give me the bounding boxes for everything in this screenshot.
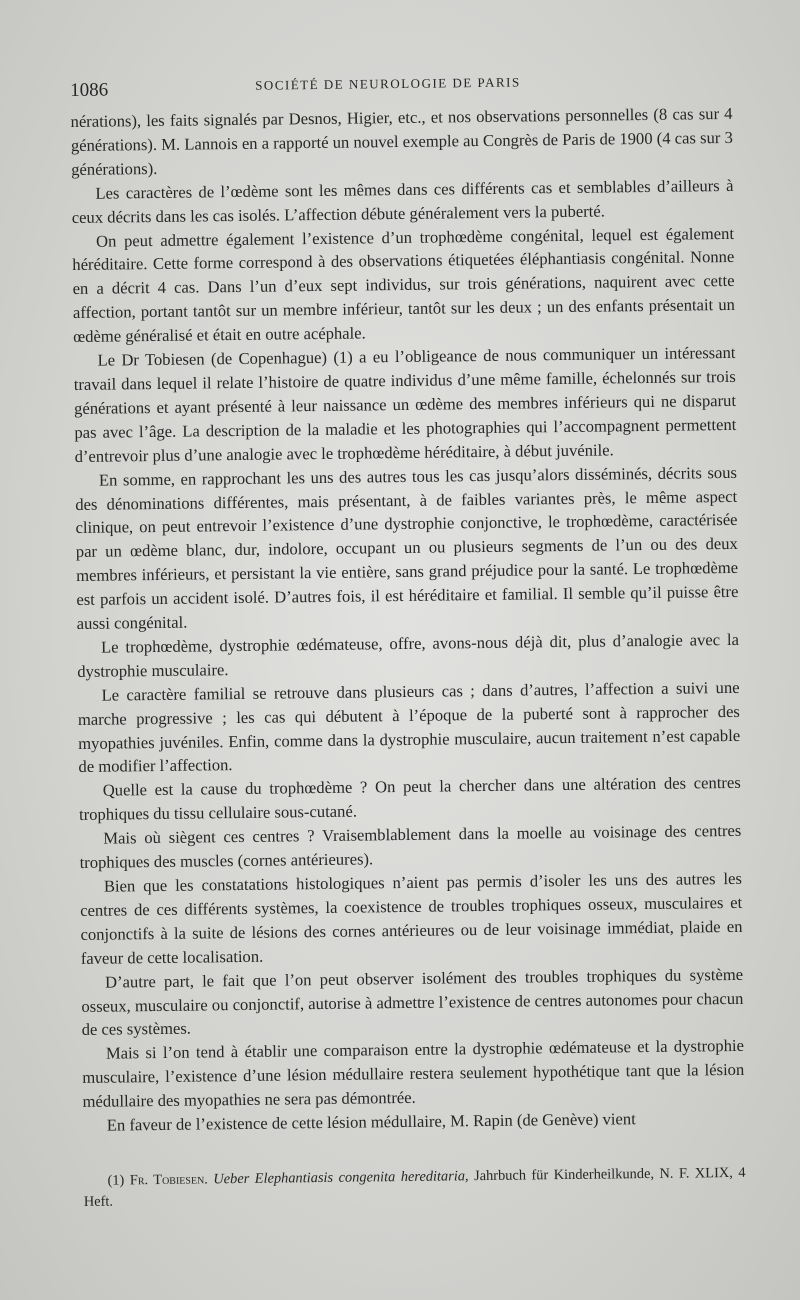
paragraph-7: Le caractère familial se retrouve dans plusieurs cas ; dans d’autres, l’affection a suivi une marche progressive ; les cas qui débutent à l’époque de la puberté sont à rapprocher des myopathies juvéniles. Enfin, comme dans la dystrophie musculaire, aucun traitement n’est capable de modifier l’affection.: [77, 677, 741, 777]
footnote-author: Fr. Tobiesen.: [129, 1171, 208, 1189]
paragraph-5: En somme, en rapprochant les uns des autres tous les cas jusqu’alors disséminés, décrits sous des dénominations différentes, mais présentant, à de faibles variantes près, le même aspect clinique, on peut entrevoir l’existence d’une dystrophie conjonctive, le trophœdème, caractérisée par un œdème blanc, dur, indolore, occupant un ou plusieurs segments de l’un ou des deux membres inférieurs, et persistant la vie entière, sans grand préjudice pour la santé. Le trophœdème est parfois un accident isolé. D’autres fois, il est héréditaire et familial. Il semble qu’il puisse être aussi congénital.: [75, 462, 739, 633]
footnote-marker: (1): [107, 1172, 130, 1189]
footnote-reference: Jahrbuch für Kinderheilkunde, N. F. XLIX, 4 Heft.: [83, 1164, 746, 1210]
running-title: SOCIÉTÉ DE NEUROLOGIE DE PARIS: [255, 74, 521, 93]
paragraph-13: En faveur de l’existence de cette lésion médullaire, M. Rapin (de Genève) vient: [106, 1109, 636, 1135]
paragraph-6: Le trophœdème, dystrophie œdémateuse, offre, avons-nous déjà dit, plus d’analogie avec la dystrophie musculaire.: [77, 629, 740, 681]
page-number: 1086: [70, 79, 109, 101]
paragraph-11: D’autre part, le fait que l’on peut observer isolément des troubles trophiques du système osseux, musculaire ou conjonctif, autorise à admettre l’existence de centres autonomes pour chacun de ces systèmes.: [81, 964, 744, 1040]
footnote: [83, 1163, 745, 1213]
footnote-title: Ueber Elephantiasis congenita hereditaria,: [207, 1168, 469, 1188]
paragraph-1: nérations), les faits signalés par Desnos, Higier, etc., et nos observations personnelles (8 cas sur 4 générations). M. Lannois en a rapporté un nouvel exemple au Congrès de Paris de 1900 (4 cas sur 3 générations).: [70, 103, 733, 179]
paragraph-3: On peut admettre également l’existence d’un trophœdème congénital, lequel est également héréditaire. Cette forme correspond à des observations étiquetées éléphantiasis congénital. Nonne en a décrit 4 cas. Dans l’un d’eux sept individus, sur trois générations, naquirent avec cette affection, portant tantôt sur un membre inférieur, tantôt sur les deux ; un des enfants présentait un œdème généralisé et était en outre acéphale.: [72, 223, 735, 347]
body-text: [70, 102, 745, 1138]
paragraph-9: Mais où siègent ces centres ? Vraisemblablement dans la moelle au voisinage des centres trophiques des muscles (cornes antérieures).: [79, 821, 742, 873]
paragraph-10: Bien que les constatations histologiques n’aient pas permis d’isoler les uns des autres les centres de ces différents systèmes, la coexistence de troubles trophiques osseux, musculaires et conjonctifs à la suite de lésions des cornes antérieures ou de leur voisinage immédiat, plaide en faveur de cette localisation.: [80, 868, 743, 968]
book-page: [70, 66, 746, 1210]
paragraph-12: Mais si l’on tend à établir une comparaison entre la dystrophie œdémateuse et la dystrophie musculaire, l’existence d’une lésion médullaire restera seulement hypothétique tant que la lésion médullaire des myopathies ne sera pas démontrée.: [82, 1036, 745, 1112]
paragraph-8: Quelle est la cause du trophœdème ? On peut la chercher dans une altération des centres trophiques du tissu cellulaire sous-cutané.: [78, 773, 741, 825]
paragraph-4: Le Dr Tobiesen (de Copenhague) (1) a eu l’obligeance de nous communiquer un intéressant travail dans lequel il relate l’histoire de quatre individus d’une même famille, échelonnés sur trois générations et ayant présenté à leur naissance un œdème des membres inférieurs qui ne disparut pas avec l’âge. La description de la maladie et les photographies qui l’accompagnent permettent d’entrevoir plus d’une analogie avec le trophœdème héréditaire, à début juvénile.: [73, 342, 737, 466]
paragraph-2: Les caractères de l’œdème sont les mêmes dans ces différents cas et semblables d’ailleurs à ceux décrits dans les cas isolés. L’affection débute généralement vers la puberté.: [71, 175, 734, 227]
